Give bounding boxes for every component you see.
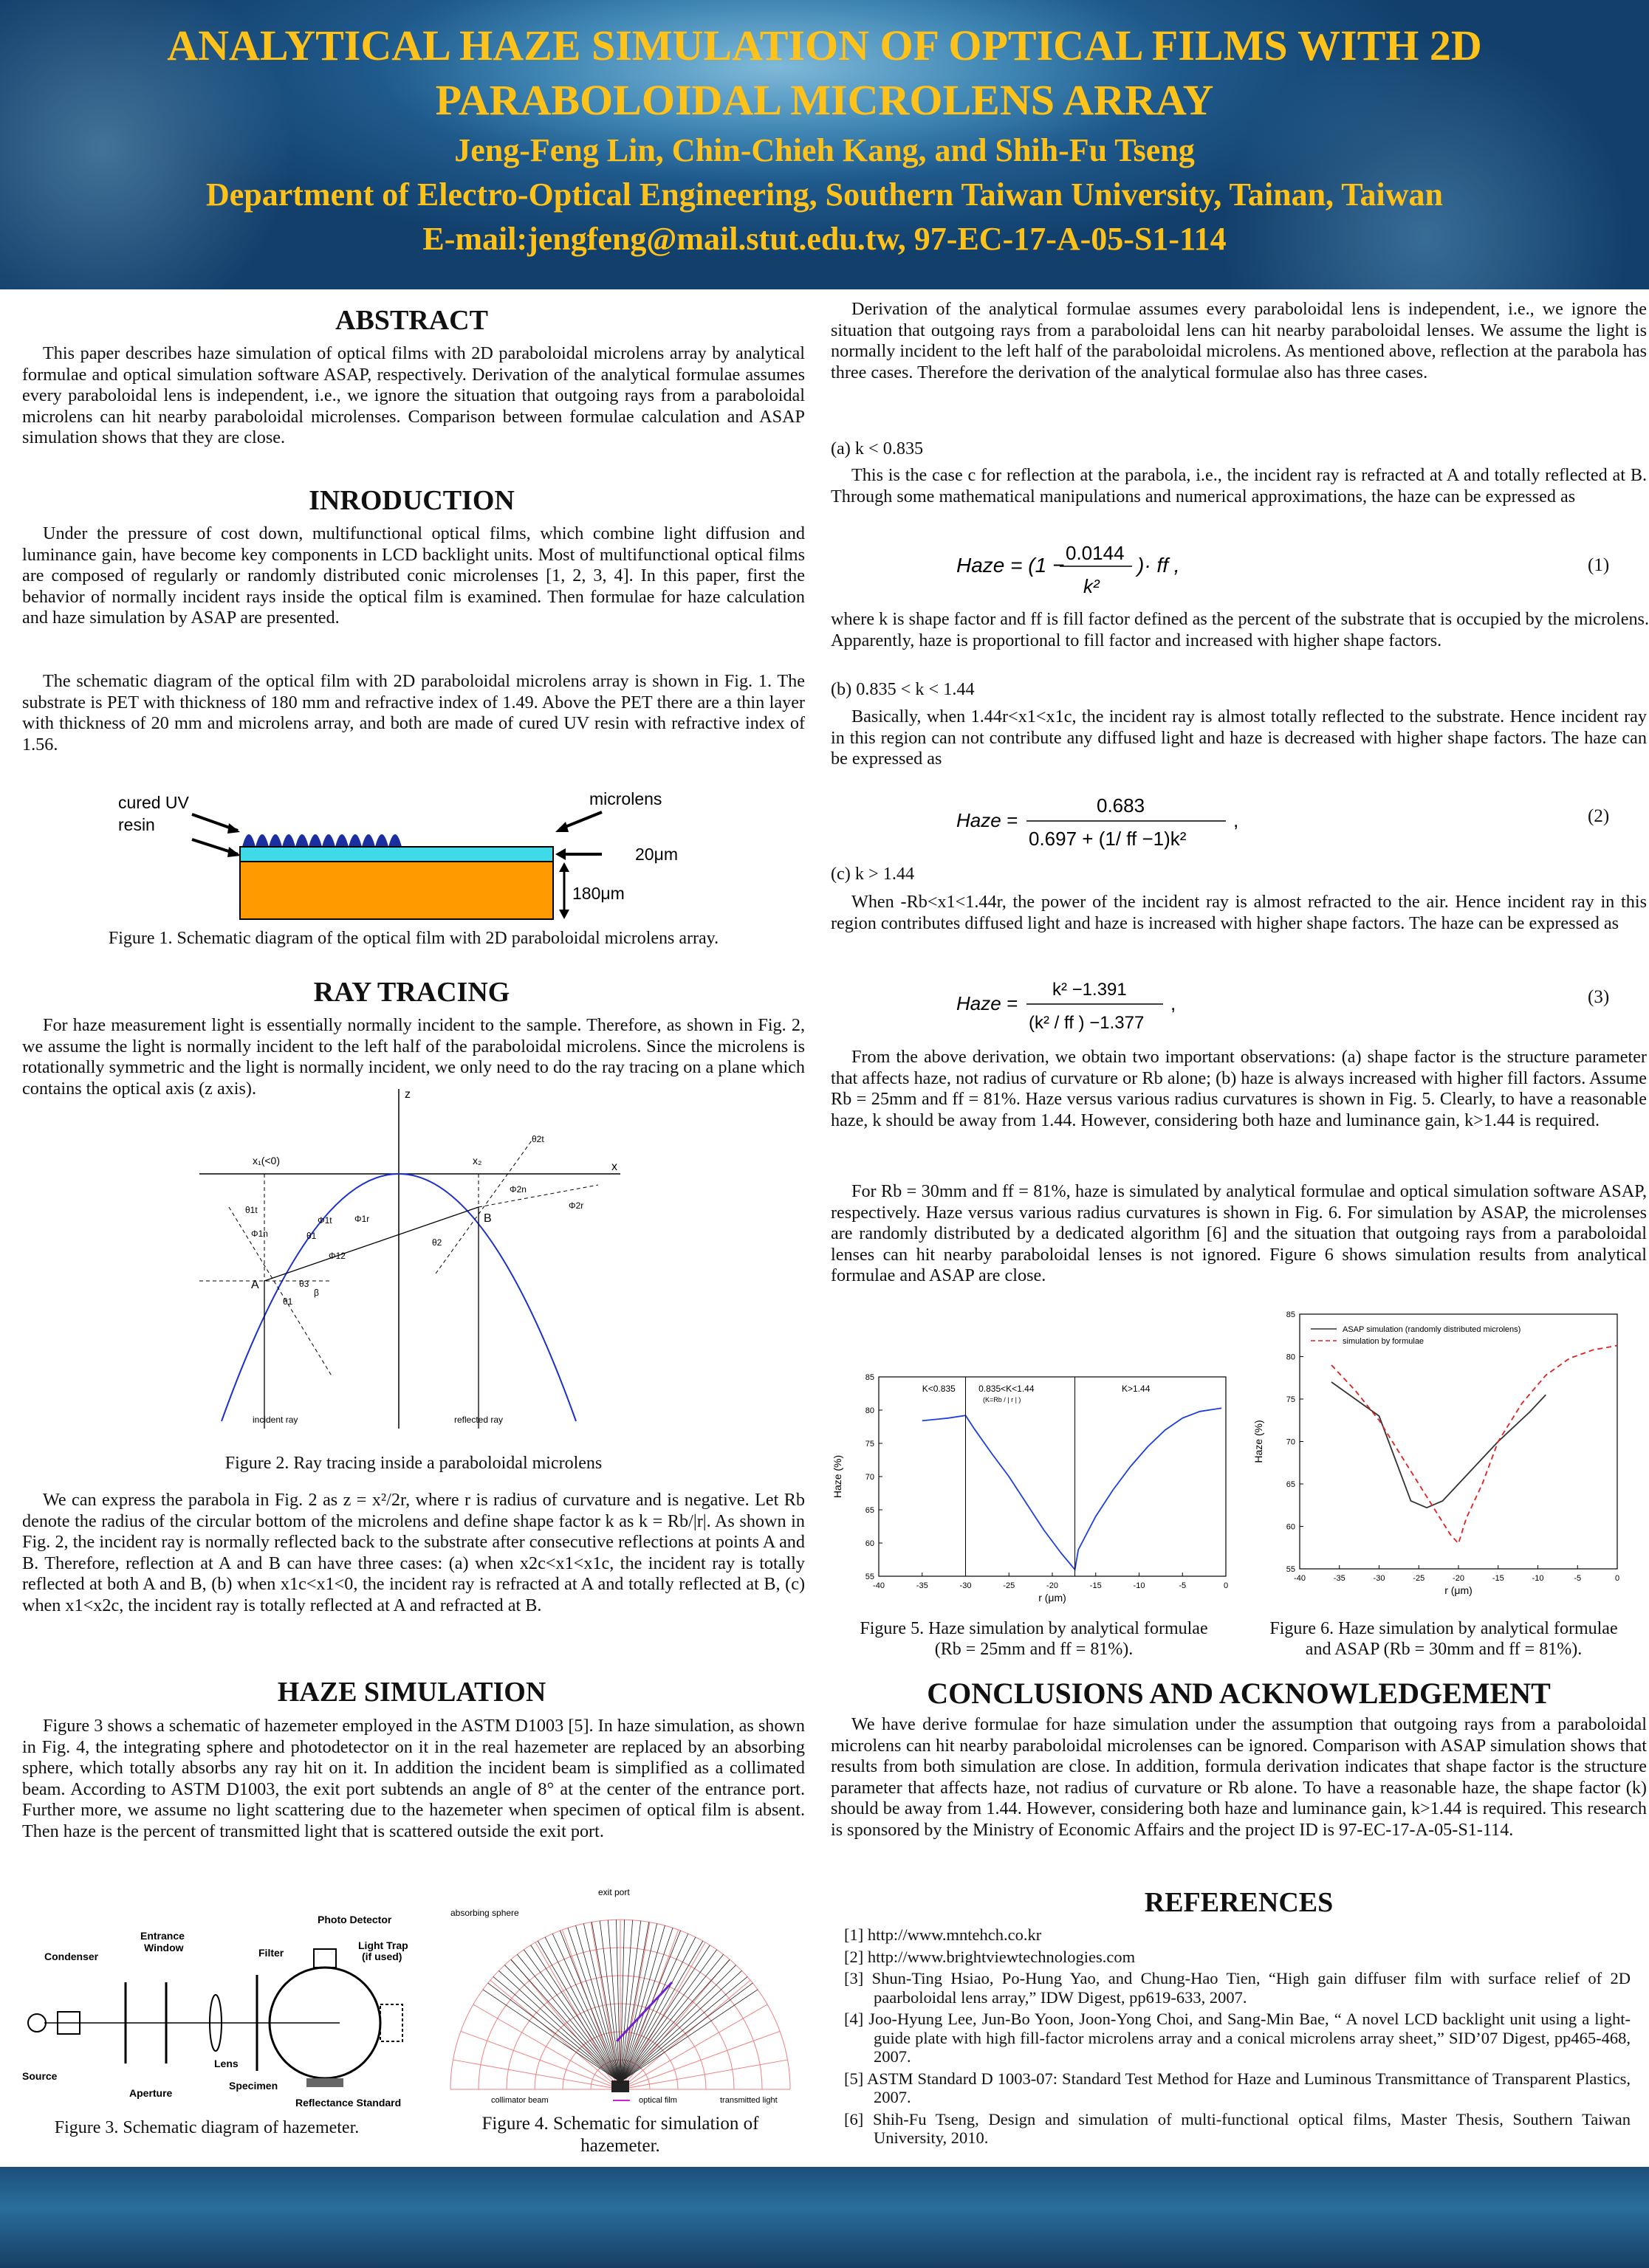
series-line (922, 1408, 1221, 1570)
figure-5-caption-line1: Figure 5. Haze simulation by analytical formulae (860, 1619, 1208, 1638)
x-tick-label: -30 (1373, 1574, 1385, 1583)
case-a-heading: (a) k < 0.835 (831, 439, 924, 458)
ray-line (620, 1934, 688, 2082)
right-paragraph-e: For Rb = 30mm and ff = 81%, haze is simulated by analytical formulae and optical simulation software ASAP, respectively. Haze versus various radius curvatures is shown in Fig. 6. For simulation by ASAP, the microlenses are randomly distributed by a dedicated algorithm [6] and the situation that outgoing rays from a paraboloidal lenses can hit nearby paraboloidal lenses is not ignored. Figure 6 shows simulation results from analytical formulae and ASAP are close. (831, 1181, 1647, 1285)
svg-text:Haze =: Haze = (956, 992, 1018, 1014)
figure-1-film-diagram (111, 786, 702, 930)
equation-2-number: (2) (1588, 806, 1610, 826)
figure-2-ray-tracing (185, 1082, 642, 1436)
label-lens: Lens (214, 2058, 239, 2069)
label-phi2r: Φ2r (569, 1200, 584, 1211)
x-tick-label: -40 (1294, 1574, 1306, 1583)
ray-line (620, 1928, 673, 2082)
figure-4-caption-line1: Figure 4. Schematic for simulation of (481, 2114, 759, 2134)
y-tick-label: 70 (1286, 1437, 1295, 1447)
equation-3 (956, 973, 1266, 1040)
label-point-a: A (251, 1279, 259, 1291)
label-180um: 180μm (572, 884, 625, 903)
label-resin: resin (118, 815, 155, 834)
label-20um: 20μm (635, 845, 678, 864)
conclusion-text: We have derive formulae for haze simulation under the assumption that outgoing rays from a paraboloidal microlens can hit nearby paraboloidal microlenses can be ignored. Comparison with ASAP simulation shows that results from both simulation are close. In addition, formula derivation indicates that shape factor is the structure parameter that affects haze, not radius of curvature or Rb alone. To have a reasonable haze, the shape factor (k) should be away from 1.44. However, considering both haze and luminance gain, k>1.44 is required. This research is sponsored by the Ministry of Economic Affairs and the project ID is 97-EC-17-A-05-S1-114. (831, 1714, 1647, 1840)
label-reflected-ray: reflected ray (454, 1415, 504, 1425)
y-tick-label: 60 (1286, 1522, 1295, 1532)
label-microlens: microlens (589, 789, 662, 808)
x-tick-label: -20 (1453, 1574, 1464, 1583)
figure-4-caption (447, 2113, 794, 2157)
figure-5-caption-line2: (Rb = 25mm and ff = 81%). (934, 1640, 1134, 1659)
svg-text:,: , (1170, 992, 1176, 1014)
ray-line (552, 1934, 620, 2082)
label-theta1-lower: θ1 (283, 1296, 293, 1307)
label-theta1: θ1 (306, 1231, 317, 1241)
label-condenser: Condenser (44, 1951, 99, 1962)
x-tick-label: -35 (1333, 1574, 1345, 1583)
label-source: Source (22, 2070, 58, 2082)
references-list (840, 1925, 1631, 2151)
ray-line (568, 1928, 620, 2082)
svg-text:0.0144: 0.0144 (1066, 542, 1125, 564)
case-b-paragraph: Basically, when 1.44r<x1<x1c, the incident ray is almost totally reflected to the substrate. Hence incident ray in this region can not contribute any diffused light and haze is decreased with higher shape factors. The haze can be expressed as (831, 707, 1647, 769)
svg-text:(k² / ff ) −1.377: (k² / ff ) −1.377 (1029, 1013, 1145, 1033)
y-tick-label: 55 (865, 1573, 874, 1581)
right-paragraph-d: From the above derivation, we obtain two important observations: (a) shape factor is the structure parameter that affects haze, not radius of curvature or Rb alone; (b) haze is always increased with higher fill factors. Assume Rb = 25mm and ff = 81%. Haze versus various radius curvatures is shown in Fig. 5. Clearly, to have a reasonable haze, k should be away from 1.44. However, considering both haze and luminance gain, k>1.44 is required. (831, 1047, 1647, 1130)
y-tick-label: 75 (1286, 1395, 1295, 1404)
refracted-ray-line (264, 1207, 479, 1281)
x-tick-label: -25 (1003, 1581, 1015, 1590)
label-transmitted-light: transmitted light (720, 2096, 778, 2105)
right-paragraph-1: Derivation of the analytical formulae assumes every paraboloidal lens is independent, i.e., we ignore the situation that outgoing rays from a paraboloidal lens can hit nearby paraboloidal lenses. We assume the light is normally incident to the left half of the paraboloidal microlens. As mentioned above, reflection at the parabola has three cases. Therefore the derivation of the analytical formulae also has three cases. (831, 299, 1647, 382)
equation-2 (956, 790, 1266, 856)
reference-item: [4] Joo-Hyung Lee, Jun-Bo Yoon, Joon-Yong Choi, and Sang-Min Bae, “ A novel LCD backlight unit using a light-guide plate with high fill-factor microlens array and a conical microlens array sheet,” SID’07 Digest, pp465-468, 2007. (844, 2010, 1631, 2066)
label-photo-detector: Photo Detector (318, 1914, 392, 1925)
arrow-head (555, 822, 569, 832)
intro-heading: INRODUCTION (309, 485, 515, 516)
figure-5-caption (827, 1618, 1241, 1660)
intro-paragraph-2: The schematic diagram of the optical film with 2D paraboloidal microlens array is shown in Fig. 1. The substrate is PET with thickness of 180 mm and refractive index of 1.49. Above the PET there are a thin layer with thickness of 20 mm and microlens array, and both are made of cured UV resin with refractive index of 1.56. (22, 671, 805, 755)
x-axis-label: r (μm) (1038, 1592, 1066, 1604)
case-b-heading: (b) 0.835 < k < 1.44 (831, 679, 975, 699)
label-aperture: Aperture (129, 2087, 173, 2099)
ray-line (511, 1959, 620, 2082)
label-reflectance-standard: Reflectance Standard (295, 2097, 402, 2109)
label-window: Window (144, 1942, 184, 1953)
case-a-paragraph: This is the case c for reflection at the parabola, i.e., the incident ray is refracted at A and totally reflected at B. Through some mathematical manipulations and numerical approximations, the haze can be expressed as (831, 465, 1647, 506)
arrow-head (227, 847, 241, 857)
label-exit-port: exit port (598, 1887, 630, 1897)
ray-paragraph-2: We can express the parabola in Fig. 2 as z = x²/2r, where r is radius of curvature and is negative. Let Rb denote the radius of the circular bottom of the microlens and define shape factor k as k = Rb/|r|. As shown in Fig. 2, the incident ray is normally reflected back to the substrate after consecutive reflections at points A and B. Therefore, reflection at A and B can have three cases: (a) when x2c<x1<x1c, the incident ray is totally reflected at both A and B, (b) when x1c<x1<0, the incident ray is refracted at A and totally reflected at B, (c) when x1<x2c, the incident ray is totally reflected at A and refracted at B. (22, 1490, 805, 1615)
reference-item: [1] http://www.mntehch.co.kr (844, 1925, 1042, 1944)
figure-3-caption: Figure 3. Schematic diagram of hazemeter. (54, 2118, 360, 2137)
pet-substrate (240, 862, 553, 919)
figure-4-simulation-diagram (447, 1886, 794, 2119)
figure-5-chart (831, 1370, 1241, 1617)
ray-line (620, 1937, 696, 2082)
equation-1-number: (1) (1588, 555, 1610, 575)
label-phi1n: Φ1n (251, 1228, 268, 1239)
label-theta1t: θ1t (245, 1205, 258, 1215)
haze-paragraph: Figure 3 shows a schematic of hazemeter employed in the ASTM D1003 [5]. In haze simulation, as shown in Fig. 4, the integrating sphere and photodetector on it in the real hazemeter are replaced by an absorbing sphere, which totally absorbs any ray hit on it. In addition the incident beam is simplified as a collimated beam. According to ASTM D1003, the exit port subtends an angle of 8° at the center of the entrance port. Further more, we assume no light scattering due to the hazemeter when specimen of optical film is absent. Then haze is the percent of transmitted light that is scattered outside the exit port. (22, 1716, 805, 1841)
y-axis-label: Haze (%) (832, 1454, 843, 1499)
annotation-k-low: K<0.835 (922, 1384, 956, 1394)
arrow-head (227, 823, 240, 834)
poster-affiliation: Department of Electro-Optical Engineering, Southern Taiwan University, Tainan, Taiwan (205, 176, 1444, 213)
label-beta: β (314, 1288, 319, 1298)
optical-film-block (611, 2080, 629, 2092)
poster-footer (0, 2167, 1649, 2268)
y-tick-label: 80 (865, 1406, 874, 1415)
poster-title-line1: ANALYTICAL HAZE SIMULATION OF OPTICAL FILMS WITH 2D (167, 21, 1482, 69)
x-tick-label: -35 (916, 1581, 928, 1590)
label-x2: x₂ (473, 1155, 482, 1166)
poster-email: E-mail:jengfeng@mail.stut.edu.tw, 97-EC-17-A-05-S1-114 (422, 221, 1227, 257)
svg-text:k²: k² (1083, 575, 1100, 597)
source-lamp-icon (28, 2014, 46, 2032)
figure-1-caption: Figure 1. Schematic diagram of the optical film with 2D paraboloidal microlens array. (108, 929, 719, 948)
x-tick-label: 0 (1223, 1581, 1229, 1590)
figure-6-caption-line2: and ASAP (Rb = 30mm and ff = 81%). (1305, 1640, 1583, 1659)
x-tick-label: -15 (1089, 1581, 1102, 1590)
y-tick-label: 75 (865, 1440, 874, 1449)
abstract-heading: ABSTRACT (335, 305, 488, 336)
x-tick-label: -25 (1413, 1574, 1425, 1583)
y-axis-label: Haze (%) (1252, 1420, 1264, 1463)
label-theta3: θ3 (299, 1279, 309, 1289)
svg-text:k² −1.391: k² −1.391 (1052, 980, 1127, 1000)
annotation-k-high: K>1.44 (1122, 1384, 1151, 1394)
resin-layer (240, 847, 553, 862)
x-tick-label: -5 (1179, 1581, 1187, 1590)
svg-text:,: , (1233, 809, 1239, 831)
haze-heading: HAZE SIMULATION (277, 1677, 546, 1708)
label-x1: x₁(<0) (253, 1155, 281, 1166)
poster-authors: Jeng-Feng Lin, Chin-Chieh Kang, and Shih-Fu Tseng (454, 132, 1195, 168)
x-tick-label: -40 (873, 1581, 885, 1590)
label-collimator-beam: collimator beam (491, 2096, 549, 2105)
arrow-line (617, 1982, 672, 2041)
svg-text:0.697 + (1/ ff −1)k²: 0.697 + (1/ ff −1)k² (1029, 828, 1187, 850)
plot-frame (879, 1377, 1226, 1576)
y-tick-label: 80 (1286, 1353, 1295, 1362)
label-cured-uv: cured UV (118, 793, 189, 812)
label-theta2: θ2 (432, 1237, 442, 1248)
label-phi12: Φ12 (329, 1251, 346, 1261)
x-axis-label: r (μm) (1444, 1584, 1473, 1596)
absorbing-sphere-mesh (450, 1920, 790, 2092)
x-tick-label: 0 (1614, 1574, 1620, 1583)
ray-line (504, 1965, 620, 2082)
svg-text:Haze =: Haze = (956, 809, 1018, 831)
arrow-head (559, 862, 569, 872)
reference-item: [2] http://www.brightviewtechnologies.com (844, 1947, 1136, 1966)
y-tick-label: 70 (865, 1473, 874, 1482)
poster-title-line2: PARABOLOIDAL MICROLENS ARRAY (435, 76, 1214, 124)
figure-6-chart (1252, 1307, 1628, 1617)
y-tick-label: 60 (865, 1539, 874, 1548)
abstract-text: This paper describes haze simulation of optical films with 2D paraboloidal microlens array by analytical formulae and optical simulation software ASAP, respectively. Derivation of the analytical formulae assumes every paraboloidal lens is independent, i.e., we ignore the situation that outgoing rays from a paraboloidal microlens can hit nearby paraboloidal microlenses. Comparison between formulae calculation and ASAP simulation shows that they are close. (22, 343, 805, 447)
reflectance-standard (306, 2078, 343, 2087)
y-tick-label: 85 (865, 1373, 874, 1382)
label-optical-film: optical film (639, 2096, 677, 2105)
arrow-head (559, 910, 569, 919)
label-phi1t: Φ1t (318, 1215, 332, 1226)
label-theta2t: θ2t (532, 1134, 544, 1144)
label-phi1r: Φ1r (354, 1214, 370, 1224)
reference-item: [6] Shih-Fu Tseng, Design and simulation of multi-functional optical films, Master Thesis, Southern Taiwan University, 2010. (844, 2109, 1631, 2147)
x-tick-label: -30 (959, 1581, 972, 1590)
y-tick-label: 65 (865, 1506, 874, 1515)
figure-4-caption-line2: hazemeter. (580, 2136, 660, 2156)
case-c-paragraph: When -Rb<x1<1.44r, the power of the incident ray is almost refracted to the air. Hence incident ray in this region contributes diffused light and haze is increased with higher shape factors. The haze can be expressed as (831, 892, 1647, 933)
ray-line (620, 1954, 724, 2082)
legend-entry: simulation by formulae (1343, 1337, 1425, 1346)
photo-detector-box (314, 1949, 336, 1968)
y-tick-label: 65 (1286, 1480, 1295, 1489)
label-light-trap: Light Trap (358, 1939, 408, 1951)
label-if-used: (if used) (362, 1951, 402, 1962)
ray-paragraph-1: For haze measurement light is essentially normally incident to the sample. Therefore, as shown in Fig. 2, we assume the light is normally incident to the left half of the paraboloidal microlens. Since the microlens is rotationally symmetric and the light is normally incident, we only need to do the ray tracing on a plane which contains the optical axis (z axis). (22, 1015, 805, 1099)
y-tick-label: 85 (1286, 1310, 1295, 1319)
plot-frame (1300, 1314, 1617, 1569)
label-point-b: B (484, 1212, 492, 1225)
reference-item: [5] ASTM Standard D 1003-07: Standard Test Method for Haze and Luminous Transmittance of Transparent Plastics, 2007. (844, 2069, 1631, 2106)
reference-item: [3] Shun-Ting Hsiao, Po-Hung Yao, and Chung-Hao Tien, “High gain diffuser film with surface relief of 2D paarboloidal lens array,” IDW Digest, pp619-633, 2007. (844, 1969, 1631, 2007)
ray-line (517, 1954, 620, 2082)
annotation-k-def: (K=Rb / | r | ) (983, 1396, 1021, 1403)
case-a-paragraph-2: where k is shape factor and ff is fill factor defined as the percent of the substrate that is occupied by the microlens. Apparently, haze is proportional to fill factor and increased with higher shape factors. (831, 609, 1649, 650)
svg-text:0.683: 0.683 (1097, 794, 1145, 817)
ray-line (545, 1937, 620, 2082)
x-tick-label: -15 (1492, 1574, 1504, 1583)
equation-1 (956, 535, 1252, 602)
arrow-head (555, 848, 566, 860)
equation-3-number: (3) (1588, 987, 1610, 1007)
poster-header (0, 0, 1649, 289)
x-axis-label: x (611, 1161, 617, 1173)
y-tick-label: 55 (1286, 1565, 1295, 1574)
x-tick-label: -20 (1046, 1581, 1058, 1590)
figure-3-hazemeter-diagram (22, 1908, 447, 2115)
references-heading: REFERENCES (1144, 1887, 1334, 1918)
intro-paragraph-1: Under the pressure of cost down, multifunctional optical films, which combine light diffusion and luminance gain, have become key components in LCD backlight units. Most of multifunctional optical films are composed of regularly or randomly distributed conic microlenses [1, 2, 3, 4]. In this paper, first the behavior of normally incident rays inside the optical film is examined. Then formulae for haze calculation and haze simulation by ASAP are presented. (22, 523, 805, 628)
z-axis-label: z (405, 1088, 411, 1101)
label-filter: Filter (258, 1947, 284, 1959)
normal-line (436, 1141, 532, 1274)
label-absorbing-sphere: absorbing sphere (450, 1908, 519, 1918)
microlens-array (242, 834, 402, 847)
annotation-k-mid: 0.835<K<1.44 (978, 1384, 1035, 1394)
x-tick-label: -5 (1574, 1574, 1582, 1583)
legend-entry: ASAP simulation (randomly distributed microlens) (1343, 1325, 1521, 1334)
svg-text:)· ff ,: )· ff , (1137, 554, 1180, 577)
label-phi2n: Φ2n (510, 1184, 527, 1195)
conclusion-heading: CONCLUSIONS AND ACKNOWLEDGEMENT (927, 1677, 1551, 1710)
ray-line (620, 1965, 736, 2082)
light-trap-box (380, 2004, 402, 2041)
label-specimen: Specimen (229, 2080, 278, 2092)
figure-2-caption: Figure 2. Ray tracing inside a paraboloidal microlens (224, 1454, 603, 1473)
case-c-heading: (c) k > 1.44 (831, 864, 915, 884)
label-entrance: Entrance (140, 1930, 185, 1942)
label-incident-ray: incident ray (253, 1415, 298, 1425)
svg-text:Haze = (1 −: Haze = (1 − (956, 554, 1065, 577)
figure-6-caption (1241, 1618, 1647, 1660)
series-line (1331, 1346, 1617, 1544)
x-tick-label: -10 (1532, 1574, 1544, 1583)
figure-6-caption-line1: Figure 6. Haze simulation by analytical formulae (1269, 1619, 1618, 1638)
ray-tracing-heading: RAY TRACING (313, 977, 510, 1008)
x-tick-label: -10 (1133, 1581, 1145, 1590)
